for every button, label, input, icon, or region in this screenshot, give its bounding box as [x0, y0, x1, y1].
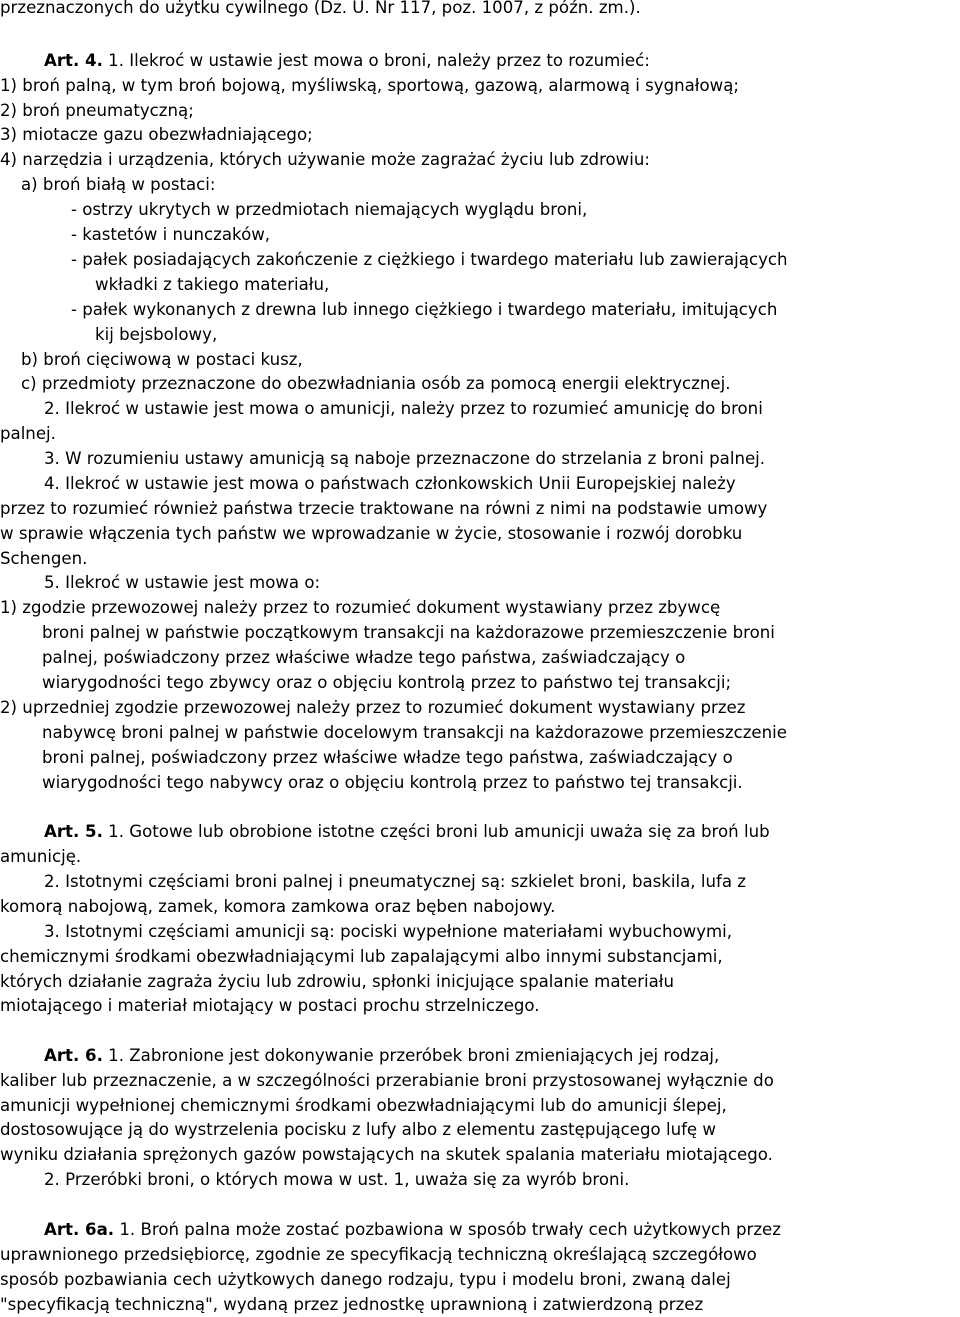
- art6a-header: Art. 6a.: [44, 1220, 115, 1239]
- art5-p2-line: 2. Istotnymi częściami broni palnej i pneumatycznej są: szkielet broni, baskila, lufa z: [44, 872, 746, 891]
- list-item: a) broń białą w postaci:: [21, 175, 216, 194]
- art5-p3-line: miotającego i materiał miotający w postaci prochu strzelniczego.: [0, 996, 540, 1015]
- art5-header: Art. 5.: [44, 822, 103, 841]
- art4-p4-line: przez to rozumieć również państwa trzecie traktowane na równi z nimi na podstawie umowy: [0, 499, 768, 518]
- art4-header: Art. 4.: [44, 51, 103, 70]
- art6-p1-first-line: [44, 1043, 719, 1068]
- art6-p1-line: amunicji wypełnionej chemicznymi środkami obezwładniającymi lub do amunicji ślepej,: [0, 1096, 727, 1115]
- art4-p4-line: 4. Ilekroć w ustawie jest mowa o państwach członkowskich Unii Europejskiej należy: [44, 474, 736, 493]
- list-item: wiarygodności tego zbywcy oraz o objęciu kontrolą przez to państwo tej transakcji;: [42, 673, 732, 692]
- list-item: - ostrzy ukrytych w przedmiotach niemających wyglądu broni,: [71, 200, 588, 219]
- list-item: 2) uprzedniej zgodzie przewozowej należy przez to rozumieć dokument wystawiany przez: [0, 698, 746, 717]
- art6-header: Art. 6.: [44, 1046, 103, 1065]
- list-item: - kastetów i nunczaków,: [71, 225, 271, 244]
- list-item: wkładki z takiego materiału,: [95, 275, 330, 294]
- art6-p1-line: wyniku działania sprężonych gazów powstających na skutek spalania materiału miotającego.: [0, 1145, 773, 1164]
- art5-p1-text: 1. Gotowe lub obrobione istotne części broni lub amunicji uważa się za broń lub: [108, 822, 770, 841]
- list-item: 4) narzędzia i urządzenia, których używanie może zagrażać życiu lub zdrowiu:: [0, 150, 650, 169]
- art4-p2-line: palnej.: [0, 424, 56, 443]
- list-item: broni palnej w państwie początkowym transakcji na każdorazowe przemieszczenie broni: [42, 623, 775, 642]
- art6-p1-line: dostosowujące ją do wystrzelenia pocisku z lufy albo z elementu zastępującego lufę w: [0, 1120, 716, 1139]
- art5-p3-line: których działanie zagraża życiu lub zdrowiu, spłonki inicjujące spalanie materiału: [0, 972, 675, 991]
- art4-p1-intro: 1. Ilekroć w ustawie jest mowa o broni, należy przez to rozumieć:: [108, 51, 650, 70]
- list-item: 1) zgodzie przewozowej należy przez to rozumieć dokument wystawiany przez zbywcę: [0, 598, 721, 617]
- art6a-p1-line: uprawnionego przedsiębiorcę, zgodnie ze specyfikacją techniczną określającą szczegółowo: [0, 1245, 757, 1264]
- list-item: kij bejsbolowy,: [95, 325, 218, 344]
- art4-p2-line: 2. Ilekroć w ustawie jest mowa o amunicji, należy przez to rozumieć amunicję do broni: [44, 399, 763, 418]
- art5-p1-line: amunicję.: [0, 847, 82, 866]
- art4-p4-line: Schengen.: [0, 549, 88, 568]
- list-item: broni palnej, poświadczony przez właściwe władze tego państwa, zaświadczający o: [42, 748, 733, 767]
- art6a-p1-line: "specyfikacją techniczną", wydaną przez jednostkę uprawnioną i zatwierdzoną przez: [0, 1295, 704, 1314]
- intro-line: przeznaczonych do użytku cywilnego (Dz. U. Nr 117, poz. 1007, z późn. zm.).: [0, 0, 641, 17]
- list-item: c) przedmioty przeznaczone do obezwładniania osób za pomocą energii elektrycznej.: [21, 374, 731, 393]
- list-item: 3) miotacze gazu obezwładniającego;: [0, 125, 313, 144]
- art5-p3-line: chemicznymi środkami obezwładniającymi lub zapalającymi albo innymi substancjami,: [0, 947, 723, 966]
- art4-p4-line: w sprawie włączenia tych państw we wprowadzanie w życie, stosowanie i rozwój dorobku: [0, 524, 743, 543]
- list-item: - pałek posiadających zakończenie z ciężkiego i twardego materiału lub zawierających: [71, 250, 788, 269]
- art5-p2-line: komorą nabojową, zamek, komora zamkowa oraz bęben nabojowy.: [0, 897, 556, 916]
- list-item: palnej, poświadczony przez właściwe władze tego państwa, zaświadczający o: [42, 648, 686, 667]
- art5-p3-line: 3. Istotnymi częściami amunicji są: pociski wypełnione materiałami wybuchowymi,: [44, 922, 733, 941]
- list-item: nabywcę broni palnej w państwie docelowym transakcji na każdorazowe przemieszczenie: [42, 723, 787, 742]
- art6-p1-text: 1. Zabronione jest dokonywanie przeróbek broni zmieniających jej rodzaj,: [108, 1046, 720, 1065]
- art4-p1-intro-line: [44, 48, 650, 73]
- art5-p1-first-line: [44, 819, 770, 844]
- list-item: wiarygodności tego nabywcy oraz o objęciu kontrolą przez to państwo tej transakcji.: [42, 773, 743, 792]
- art6a-p1-text: 1. Broń palna może zostać pozbawiona w sposób trwały cech użytkowych przez: [119, 1220, 781, 1239]
- art6a-p1-line: sposób pozbawiania cech użytkowych danego rodzaju, typu i modelu broni, zwaną dalej: [0, 1270, 731, 1289]
- art6-p1-line: kaliber lub przeznaczenie, a w szczególności przerabianie broni przystosowanej wyłącznie do: [0, 1071, 774, 1090]
- list-item: 2) broń pneumatyczną;: [0, 101, 194, 120]
- list-item: b) broń cięciwową w postaci kusz,: [21, 350, 303, 369]
- art4-p3-line: 3. W rozumieniu ustawy amunicją są naboje przeznaczone do strzelania z broni palnej.: [44, 449, 766, 468]
- list-item: 1) broń palną, w tym broń bojową, myśliwską, sportową, gazową, alarmową i sygnałową;: [0, 76, 739, 95]
- art6a-p1-first-line: [44, 1217, 781, 1242]
- art4-p5-intro: 5. Ilekroć w ustawie jest mowa o:: [44, 573, 321, 592]
- art6-p2-line: 2. Przeróbki broni, o których mowa w ust. 1, uważa się za wyrób broni.: [44, 1170, 630, 1189]
- list-item: - pałek wykonanych z drewna lub innego ciężkiego i twardego materiału, imitujących: [71, 300, 778, 319]
